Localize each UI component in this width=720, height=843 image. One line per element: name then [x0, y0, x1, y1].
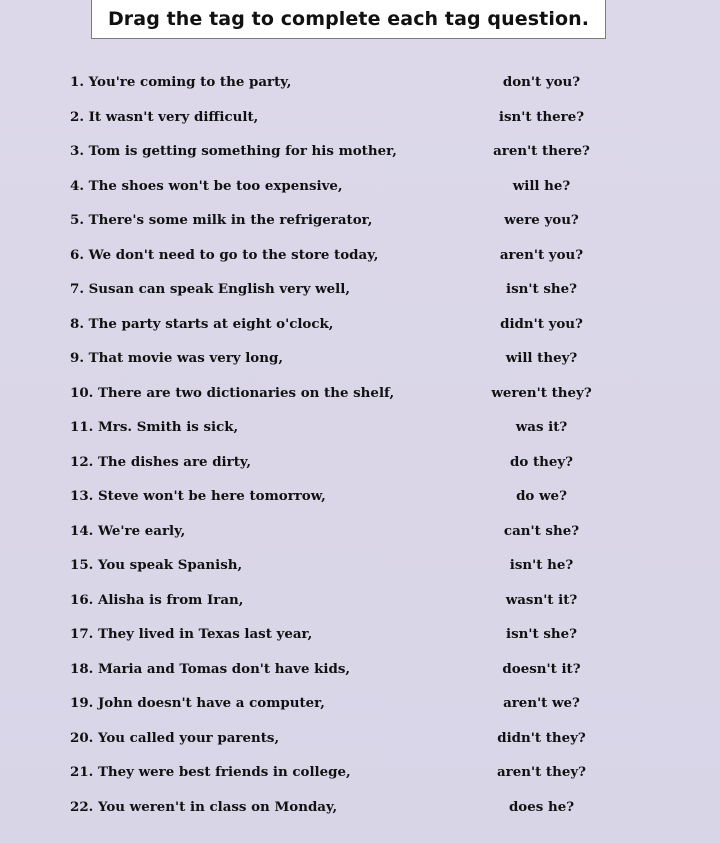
question-row-10: [0, 385, 720, 419]
question-text: 8. The party starts at eight o'clock,: [70, 315, 334, 332]
question-row-13: [0, 488, 720, 522]
question-row-20: [0, 730, 720, 764]
question-row-8: [0, 316, 720, 350]
draggable-tag[interactable]: isn't he?: [509, 557, 574, 573]
draggable-tag[interactable]: didn't they?: [497, 729, 586, 746]
draggable-tag[interactable]: isn't there?: [498, 108, 585, 125]
draggable-tag[interactable]: isn't she?: [506, 281, 577, 297]
question-text: 15. You speak Spanish,: [70, 557, 243, 573]
draggable-tag[interactable]: don't you?: [502, 74, 581, 90]
question-row-7: [0, 281, 720, 315]
question-row-15: [0, 557, 720, 591]
question-text: 17. They lived in Texas last year,: [70, 626, 313, 642]
question-row-6: [0, 247, 720, 281]
question-text: 3. Tom is getting something for his mother,: [70, 143, 397, 159]
question-text: 12. The dishes are dirty,: [70, 453, 252, 470]
question-text: 18. Maria and Tomas don't have kids,: [70, 660, 351, 677]
draggable-tag[interactable]: do we?: [516, 488, 567, 504]
draggable-tag[interactable]: does he?: [508, 798, 575, 815]
question-row-18: [0, 661, 720, 695]
question-text: 13. Steve won't be here tomorrow,: [70, 488, 326, 504]
draggable-tag[interactable]: aren't they?: [496, 764, 586, 780]
question-row-2: [0, 109, 720, 143]
question-row-16: [0, 592, 720, 626]
question-text: 16. Alisha is from Iran,: [70, 591, 244, 608]
question-row-5: [0, 212, 720, 246]
question-text: 7. Susan can speak English very well,: [70, 281, 351, 297]
question-text: 1. You're coming to the party,: [70, 74, 292, 90]
question-row-12: [0, 454, 720, 488]
draggable-tag[interactable]: can't she?: [503, 522, 580, 539]
draggable-tag[interactable]: isn't she?: [506, 626, 577, 642]
question-row-1: [0, 74, 720, 108]
question-text: 20. You called your parents,: [70, 729, 280, 746]
question-row-17: [0, 626, 720, 660]
question-text: 9. That movie was very long,: [70, 350, 283, 366]
question-row-14: [0, 523, 720, 557]
question-text: 4. The shoes won't be too expensive,: [70, 177, 343, 194]
question-text: 10. There are two dictionaries on the shelf,: [70, 384, 395, 401]
question-text: 2. It wasn't very difficult,: [70, 108, 259, 125]
draggable-tag[interactable]: were you?: [504, 212, 579, 228]
draggable-tag[interactable]: doesn't it?: [502, 660, 581, 677]
question-row-11: [0, 419, 720, 453]
question-text: 11. Mrs. Smith is sick,: [70, 419, 239, 435]
draggable-tag[interactable]: aren't there?: [493, 143, 590, 159]
draggable-tag[interactable]: weren't they?: [491, 384, 592, 401]
draggable-tag[interactable]: was it?: [515, 419, 568, 435]
draggable-tag[interactable]: will they?: [505, 350, 578, 366]
draggable-tag[interactable]: do they?: [509, 453, 574, 470]
question-text: 19. John doesn't have a computer,: [70, 695, 325, 711]
question-row-22: [0, 799, 720, 833]
draggable-tag[interactable]: will he?: [512, 177, 571, 194]
draggable-tag[interactable]: didn't you?: [500, 315, 583, 332]
question-text: 14. We're early,: [70, 522, 186, 539]
question-row-19: [0, 695, 720, 729]
question-row-3: [0, 143, 720, 177]
question-row-9: [0, 350, 720, 384]
question-text: 5. There's some milk in the refrigerator,: [70, 212, 373, 228]
draggable-tag[interactable]: aren't you?: [499, 246, 584, 263]
instruction-text: Drag the tag to complete each tag question.: [107, 8, 590, 30]
draggable-tag[interactable]: aren't we?: [503, 695, 580, 711]
question-row-4: [0, 178, 720, 212]
question-text: 22. You weren't in class on Monday,: [70, 798, 338, 815]
question-text: 6. We don't need to go to the store today,: [70, 246, 379, 263]
draggable-tag[interactable]: wasn't it?: [505, 591, 578, 608]
question-text: 21. They were best friends in college,: [70, 764, 351, 780]
question-row-21: [0, 764, 720, 798]
